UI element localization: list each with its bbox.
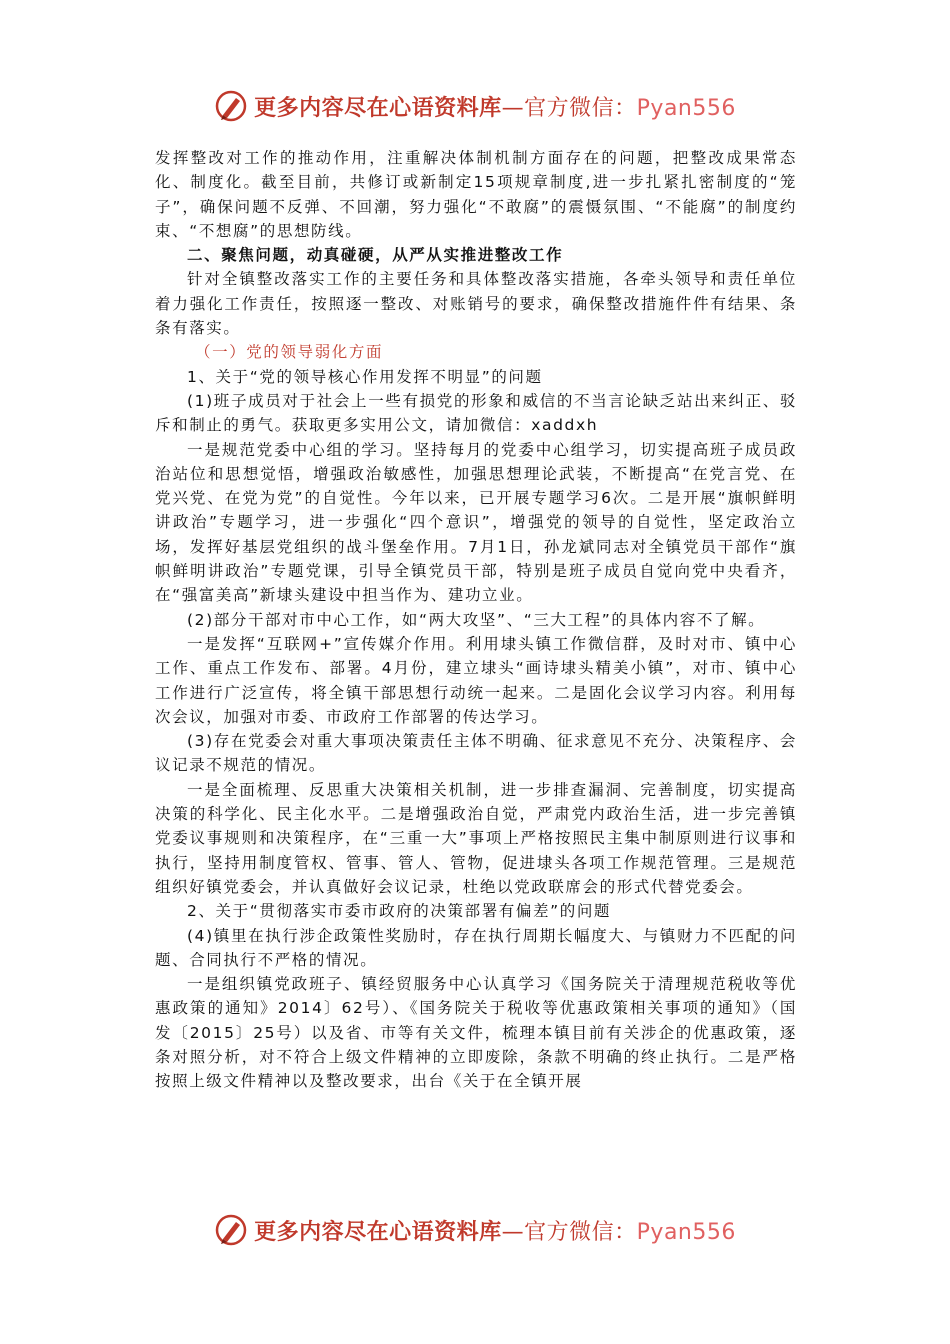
paragraph-1: 发挥整改对工作的推动作用，注重解决体制机制方面存在的问题，把整改成果常态化、制度化。截至目前，共修订或新制定15项规章制度,进一步扎紧扎密制度的“笼子”，确保问题不反弹、不回潮，努力强化“不敢腐”的震慑氛围、“不能腐”的制度约束、“不想腐”的思想防线。 [155,149,797,240]
header-banner [0,84,950,128]
issue-item-1: (1)班子成员对于社会上一些有损党的形象和威信的不当言论缺乏站出来纠正、驳斥和制止的勇气。获取更多实用公文，请加微信：xaddxh [155,391,797,435]
banner-wechat-id: Pyan556 [636,95,736,121]
banner-text [254,1215,736,1246]
subsection-heading-1: （一）党的领导弱化方面 [195,343,384,362]
banner-wechat-label: 官方微信： [524,95,637,121]
pen-logo-icon [214,89,248,123]
banner-site: 更多内容尽在心语资料库 [254,94,502,121]
issue-item-2: (2)部分干部对市中心工作，如“两大攻坚”、“三大工程”的具体内容不了解。 [187,610,766,629]
banner-site: 更多内容尽在心语资料库 [254,1218,502,1245]
banner-text [254,91,736,122]
issue-item-3: (3)存在党委会对重大事项决策责任主体不明确、征求意见不充分、决策程序、会议记录不规范的情况。 [155,732,797,775]
pen-logo-icon [214,1213,248,1247]
measures-paragraph-4: 一是组织镇党政班子、镇经贸服务中心认真学习《国务院关于清理规范税收等优惠政策的通知》2014〕62号）、《国务院关于税收等优惠政策相关事项的通知》（国发〔2015〕25号）以及省、市等有关文件，梳理本镇目前有关涉企的优惠政策，逐条对照分析，对不符合上级文件精神的立即废除，条款不明确的终止执行。二是严格按照上级文件精神以及整改要求，出台《关于在全镇开展 [155,975,797,1091]
banner-wechat-label: 官方微信： [524,1219,637,1245]
measures-paragraph-3: 一是全面梳理、反思重大决策相关机制，进一步排查漏洞、完善制度，切实提高决策的科学化、民主化水平。二是增强政治自觉，严肃党内政治生活，进一步完善镇党委议事规则和决策程序，在“三重一大”事项上严格按照民主集中制原则进行议事和执行，坚持用制度管权、管事、管人、管物，促进埭头各项工作规范管理。三是规范组织好镇党委会，并认真做好会议记录，杜绝以党政联席会的形式代替党委会。 [155,780,797,896]
issue-heading-1: 1、关于“党的领导核心作用发挥不明显”的问题 [187,367,543,386]
document-body [155,146,797,1094]
issue-heading-2: 2、关于“贯彻落实市委市政府的决策部署有偏差”的问题 [187,902,612,921]
paragraph-2: 针对全镇整改落实工作的主要任务和具体整改落实措施，各牵头领导和责任单位着力强化工作责任，按照逐一整改、对账销号的要求，确保整改措施件件有结果、条条有落实。 [155,270,797,338]
measures-paragraph-2: 一是发挥“互联网+”宣传媒介作用。利用埭头镇工作微信群，及时对市、镇中心工作、重点工作发布、部署。4月份，建立埭头“画诗埭头精美小镇”，对市、镇中心工作进行广泛宣传，将全镇干部思想行动统一起来。二是固化会议学习内容。利用每次会议，加强对市委、市政府工作部署的传达学习。 [155,634,797,726]
section-heading-2: 二、聚焦问题，动真碰硬，从严从实推进整改工作 [187,246,564,265]
banner-separator: — [501,95,525,121]
footer-banner [0,1208,950,1252]
measures-paragraph-1: 一是规范党委中心组的学习。坚持每月的党委中心组学习，切实提高班子成员政治站位和思想觉悟，增强政治敏感性，加强思想理论武装，不断提高“在党言党、在党兴党、在党为党”的自觉性。今年以来，已开展专题学习6次。二是开展“旗帜鲜明讲政治”专题学习，进一步强化“四个意识”，增强党的领导的自觉性，坚定政治立场，发挥好基层党组织的战斗堡垒作用。7月1日，孙龙斌同志对全镇党员干部作“旗帜鲜明讲政治”专题党课，引导全镇党员干部，特别是班子成员自觉向党中央看齐，在“强富美高”新埭头建设中担当作为、建功立业。 [155,440,797,605]
banner-separator: — [501,1219,525,1245]
issue-item-4: (4)镇里在执行涉企政策性奖励时，存在执行周期长幅度大、与镇财力不匹配的问题、合同执行不严格的情况。 [155,926,797,969]
banner-wechat-id: Pyan556 [636,1219,736,1245]
